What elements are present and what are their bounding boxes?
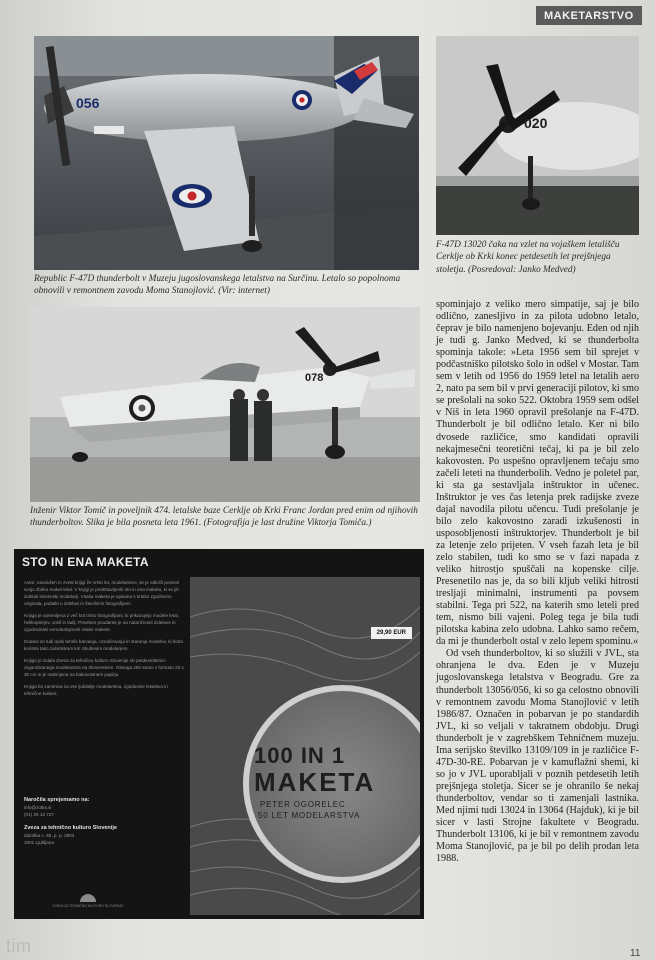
ad-text-paragraph: Dodani so tudi opisi tehnik barvanja, označevanja in staranja modelov, ki bodo koristni tako začetnikom kot izkušenim modelarjem.: [24, 639, 184, 651]
book-subtitle: 50 LET MODELARSTVA: [258, 811, 361, 820]
aircraft-marking-020: 020: [524, 115, 548, 131]
org-line: Zaloška c. 65, p. p. 2803: [24, 833, 75, 838]
book-title-line1: 100 IN 1: [254, 743, 346, 768]
photo-museum-thunderbolt: [34, 36, 419, 270]
magazine-logo: tim: [6, 936, 32, 956]
pilot-figure-1: [230, 399, 248, 461]
publisher-logo-text: ZVEZA ZA TEHNIČNO KULTURO SLOVENIJE: [52, 904, 124, 908]
pilot-figure-2: [254, 401, 272, 461]
publisher-emblem-icon: [78, 893, 98, 903]
photo1-caption: Republic F-47D thunderbolt v Muzeju jugoslovanskega letalstva na Surčinu. Letalo so popolnoma obnovili v remontnem zavodu Moma Stanojlović. (Vir: internet): [34, 274, 401, 297]
page-number: 11: [630, 948, 641, 959]
body-paragraph-1: spominjajo z veliko mero simpatije, saj je bilo odlično, zanesljivo in za pilota udobno letalo, čeprav je bilo namenjeno bojevanju. Eden od njih je tudi g. Janko Medved, ki se thunderbolta spominja takole: »Leta 1956 sem bil sprejet v podčastniško pilotsko šolo in odšel v Mostar. Tam sem v letih od 1956 do 1959 letel na letalih aero 2, nato pa sem bil v prvi generaciji pilotov, ki smo se prešolali na soko 522. Oktobra 1959 sem odšel v Niš in leta 1960 opravil prešolanje na F-47D. Thunderbolt je bil odlično letalo. Ker ni bilo dvosede različice, smo kandidati opravili nekajmesečni teoretični tečaj, ki pa je bil zelo kakovosten. Po uspešno opravljenem tečaju smo začeli leteti na thunderbolih. Vedno je poletel par, ki sta ga sestavljala inštruktor in učenec. Inštruktor je ves čas letenja prek radijske zveze dajal navodila pilotu učencu. Tudi prešolanje je bilo zelo kakovostno zaradi izkušenosti in usposobljenosti inštruktorjev. Thunderbolt je bil za letenje zelo prijeten. V vseh fazah leta je bil zelo stabilen, tudi ko smo se v fazi napada z veliko hitrostjo spuščali na kopenske cilje. Presenetilo nas je, da so bili kljub veliki hitrosti tresljaji minimalni, instrumenti pa povsem stabilni. Tega pri 522, na katerih smo leteli pred tem, nismo bili vajeni. Poleg tega je bila tudi pilotska kabina zelo udobna. Lahko samo rečem, da mi je thunderbolt ostal v zelo lepem spominu.«: [436, 299, 639, 648]
aircraft-marking-078: 078: [305, 372, 324, 384]
book-title-line2: MAKETA: [254, 767, 376, 797]
f47d-020-image: [436, 36, 639, 235]
book-cover: [190, 577, 420, 915]
photo-pilots-thunderbolt: [30, 307, 420, 502]
photo3-caption: Inženir Viktor Tomič in poveljnik 474. letalske baze Cerklje ob Krki Franc Jordan pred enim od njihovih thunderboltov. Slika je bila posneta leta 1961. (Fotografija je last družine Viktorja Tomiča.): [30, 506, 418, 529]
org-line: 1001 Ljubljana: [24, 840, 54, 845]
body-paragraph-2: Od vseh thunderboltov, ki so služili v JVL, sta ohranjena le dva. Eden je v Muzeju jugoslovanskega letalstva v Beogradu. Gre za thunderbolt 13056/056, ki so ga celostno obnovili v remontnem zavodu Moma Stanojlović v letih 1986/87. Označen in pobarvan je po standardih JVL, ki so veljali v takratnem obdobju. Drugi thunderbolt je v zagrebškem Tehničnem muzeju. Ima serijsko številko 13109/109 in je različice F-47D-30-RE. Pobarvan je v kamuflažni shemi, ki so jo v JVL uporabljali v poznih petdesetih letih prejšnjega stoletja. Sicer se je ohranilo še nekaj thunderboltov, vendar so ti zamenjali lastnika. Med njimi tudi 13024 in 13064 (Hajduk), ki je bil sicer v lasti Strojne fakultete v Beogradu. Thunderbolt 13106, ki je bil v remontnem zavodu Moma Stanojlović, pa je bil po delih prodan leta 1988.: [436, 648, 639, 865]
publisher-logo: [52, 893, 124, 908]
ad-text-paragraph: Knjigo je izdala Zveza za tehnično kulturo Slovenije ob petdesetletnici organiziranega modelarstva na Slovenskem. Obsega 260 strani v formatu 23 x 30 cm in je natisnjena na kakovostnem papirju.: [24, 658, 184, 677]
org-heading: Zveza za tehnično kulturo Slovenije: [24, 825, 117, 831]
museum-aircraft-image: [34, 36, 419, 270]
ad-title: STO IN ENA MAKETA: [22, 555, 149, 569]
order-line: info@zotks.si: [24, 805, 52, 810]
section-tag: MAKETARSTVO: [536, 6, 642, 25]
ad-description: [24, 579, 184, 702]
order-line: (01) 25 13 727: [24, 812, 54, 817]
ad-text-paragraph: Avtor, navdušen in zvest knjigi že vrsto let, modelarstvo, se je odločil posneti svojo zbirko maket letal. V knjigi je predstavljenih sto in ena maketa, ki so jih izdelali slovenski modelarji. Vsaka maketa je opisana s kratko zgodovino originala, podatki o izdelavi in številnimi fotografijami.: [24, 580, 180, 606]
book-price: 29,90 EUR: [371, 627, 412, 639]
ad-text-paragraph: Knjiga je opremljena z več kot tristo fotografijami, ki prikazujejo modele letal, helikopterjev, vozil in ladij. Poseben poudarek je na natančnosti izdelave in zgodovinski verodostojnosti vsake makete.: [24, 613, 179, 632]
order-heading: Naročila sprejemamo na:: [24, 797, 90, 803]
ad-contact: [24, 796, 184, 846]
book-author: PETER OGORELEC: [260, 800, 346, 809]
photo-f47d-020: [436, 36, 639, 235]
pilots-aircraft-image: [30, 307, 420, 502]
photo2-caption: F-47D 13020 čaka na vzlet na vojaškem letališču Cerklje ob Krki konec petdesetih let prejšnjega stoletja. (Posredoval: Janko Medved): [436, 240, 620, 275]
ad-text-paragraph: Knjiga bo zanimiva za vse ljubitelje modelarstva, zgodovine letalstva in tehnične kulture.: [24, 684, 168, 696]
aircraft-marking-056: 056: [76, 95, 100, 111]
book-advertisement: [14, 549, 424, 919]
article-body: [436, 299, 639, 865]
